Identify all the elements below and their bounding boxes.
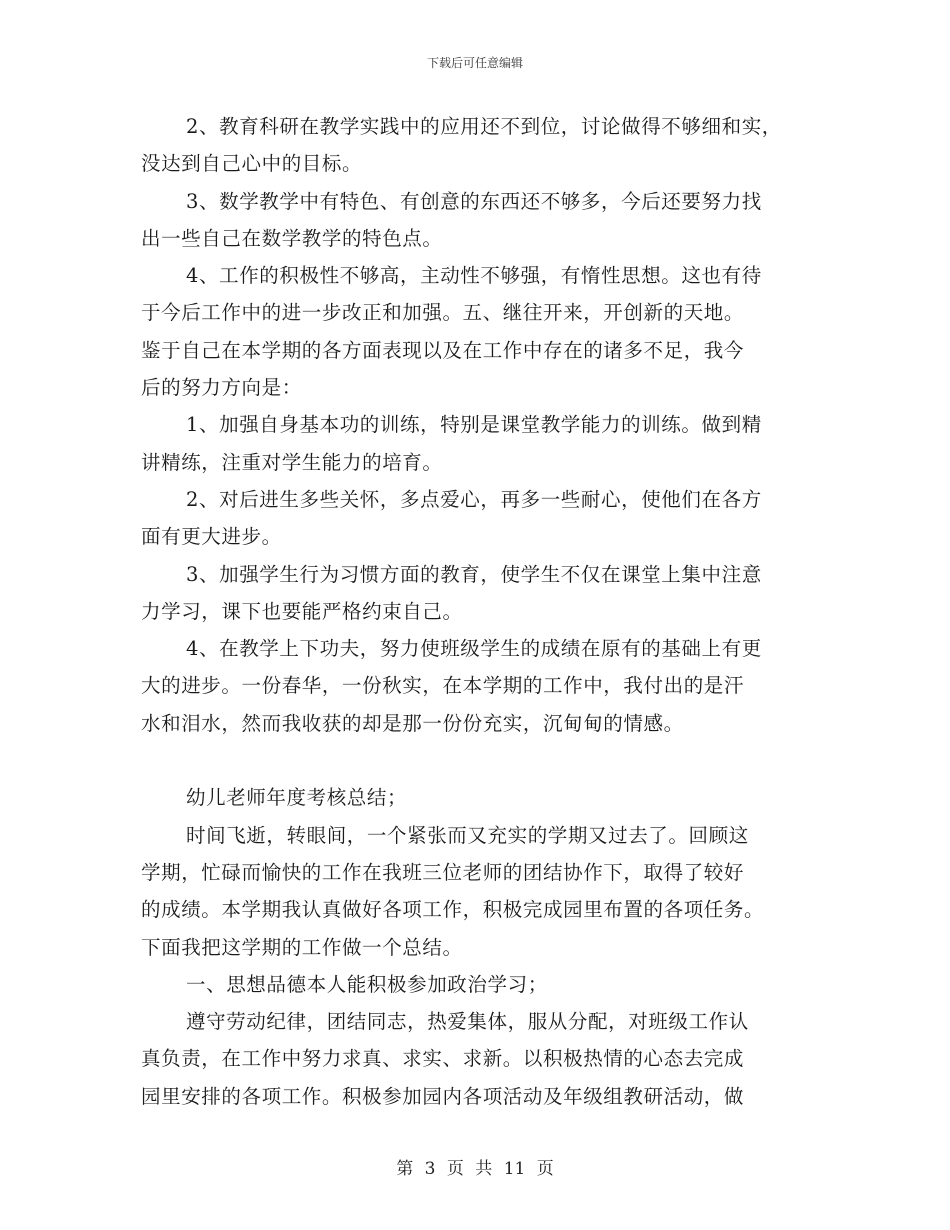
paragraph-line: 2、教育科研在教学实践中的应用还不到位，讨论做得不够细和实，: [186, 115, 782, 138]
paragraph-line: 下面我把这学期的工作做一个总结。: [141, 935, 463, 959]
paragraph-line: 一、思想品德本人能积极参加政治学习；: [186, 972, 548, 996]
paragraph-line: 1、加强自身基本功的训练，特别是课堂教学能力的训练。做到精: [186, 413, 762, 437]
paragraph-line: 后的努力方向是：: [141, 376, 302, 400]
paragraph-line: 真负责，在工作中努力求真、求实、求新。以积极热情的心态去完成: [141, 1047, 745, 1071]
document-body: [141, 108, 821, 1115]
blank-line: [141, 742, 821, 779]
paragraph-line: 的成绩。本学期我认真做好各项工作，积极完成园里布置的各项任务。: [141, 898, 765, 922]
paragraph-line: 力学习，课下也要能严格约束自己。: [141, 599, 463, 623]
section-title: 幼儿老师年度考核总结；: [186, 786, 408, 810]
paragraph-line: 面有更大进步。: [141, 525, 282, 549]
paragraph-line: 水和泪水，然而我收获的却是那一份份充实，沉甸甸的情感。: [141, 711, 684, 735]
paragraph-line: 于今后工作中的进一步改正和加强。五、继往开来，开创新的天地。: [141, 301, 745, 325]
paragraph-line: 时间飞逝，转眼间，一个紧张而又充实的学期又过去了。回顾这: [186, 823, 749, 847]
paragraph-line: 4、在教学上下功夫，努力使班级学生的成绩在原有的基础上有更: [186, 637, 762, 661]
paragraph-line: 讲精练，注重对学生能力的培育。: [141, 450, 443, 474]
paragraph-line: 学期，忙碌而愉快的工作在我班三位老师的团结协作下，取得了较好: [141, 860, 745, 884]
paragraph-line: 鉴于自己在本学期的各方面表现以及在工作中存在的诸多不足，我今: [141, 338, 745, 362]
paragraph-line: 3、加强学生行为习惯方面的教育，使学生不仅在课堂上集中注意: [186, 562, 762, 586]
paragraph-line: 没达到自己心中的目标。: [141, 152, 363, 176]
paragraph-line: 大的进步。一份春华，一份秋实，在本学期的工作中，我付出的是汗: [141, 674, 745, 698]
paragraph-line: 遵守劳动纪律，团结同志，热爱集体，服从分配，对班级工作认: [186, 1010, 749, 1034]
paragraph-line: 出一些自己在数学教学的特色点。: [141, 226, 443, 250]
paragraph-line: 2、对后进生多些关怀，多点爱心，再多一些耐心，使他们在各方: [186, 487, 762, 511]
paragraph-line: 园里安排的各项工作。积极参加园内各项活动及年级组教研活动，做: [141, 1084, 745, 1108]
page-header: 下载后可任意编辑: [426, 56, 523, 70]
paragraph-line: 4、工作的积极性不够高，主动性不够强，有惰性思想。这也有待: [186, 264, 762, 288]
page-footer: 第 3 页 共 11 页: [396, 1159, 554, 1179]
paragraph-line: 3、数学教学中有特色、有创意的东西还不够多，今后还要努力找: [186, 189, 762, 213]
